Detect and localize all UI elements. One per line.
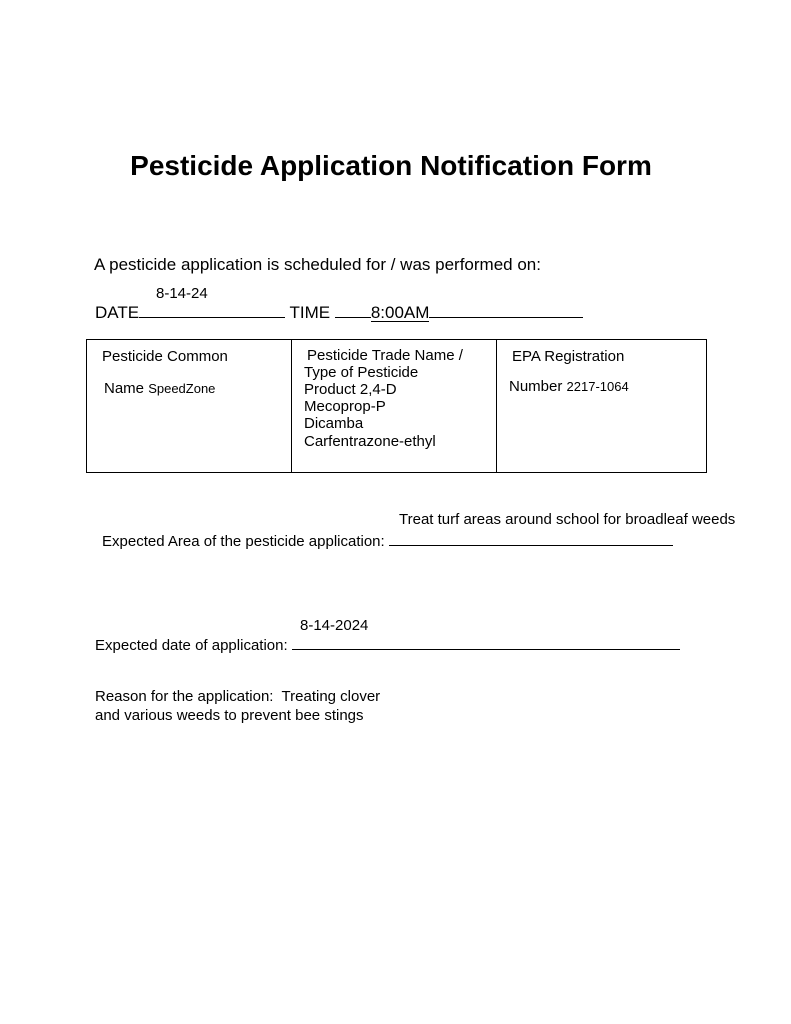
page-title: Pesticide Application Notification Form xyxy=(130,150,652,181)
date-value[interactable]: 8-14-24 xyxy=(156,285,208,302)
intro-text: A pesticide application is scheduled for / was performed on: xyxy=(94,255,541,274)
area-field[interactable] xyxy=(389,530,673,546)
epa-label-2 xyxy=(509,378,629,395)
trade-value-4[interactable]: Carfentrazone-ethyl xyxy=(304,433,436,450)
common-name-label-2 xyxy=(104,380,215,397)
area-value[interactable]: Treat turf areas around school for broadleaf weeds xyxy=(399,511,736,528)
trade-value-1[interactable]: 2,4-D xyxy=(359,381,397,398)
time-label: TIME xyxy=(289,303,331,322)
trade-name-product-word: Product xyxy=(304,381,356,398)
date-time-line xyxy=(95,302,583,323)
epa-cell[interactable] xyxy=(497,340,707,473)
trade-value-2[interactable]: Mecoprop-P xyxy=(304,398,386,415)
common-name-label-1: Pesticide Common xyxy=(102,348,228,365)
date-field[interactable] xyxy=(139,302,285,318)
trade-name-label-1: Pesticide Trade Name / xyxy=(307,347,463,364)
common-name-cell[interactable] xyxy=(87,340,292,473)
expected-date-value[interactable]: 8-14-2024 xyxy=(300,617,369,634)
common-name-label-word: Name xyxy=(104,380,145,397)
pesticide-table xyxy=(86,339,707,473)
expected-date-field[interactable] xyxy=(292,634,680,650)
trade-value-3[interactable]: Dicamba xyxy=(304,415,364,432)
area-label: Expected Area of the pesticide application: xyxy=(102,533,385,550)
epa-number-word: Number xyxy=(509,378,563,395)
time-value[interactable]: 8:00AM xyxy=(370,303,430,322)
trade-name-label-3 xyxy=(304,381,397,398)
common-name-value[interactable]: SpeedZone xyxy=(148,381,216,396)
epa-label-1: EPA Registration xyxy=(512,348,625,365)
reason-block xyxy=(95,687,395,725)
time-field-lead xyxy=(335,302,371,318)
reason-value[interactable]: Treating clover and various weeds to prevent bee stings xyxy=(95,688,381,724)
trade-name-cell[interactable] xyxy=(292,340,497,473)
reason-label: Reason for the application: xyxy=(95,688,274,705)
expected-date-label: Expected date of application: xyxy=(95,637,288,654)
epa-value[interactable]: 2217-1064 xyxy=(566,379,629,394)
time-field[interactable] xyxy=(429,302,583,318)
trade-name-label-2: Type of Pesticide xyxy=(304,364,419,381)
area-line xyxy=(102,530,673,550)
date-label: DATE xyxy=(95,303,140,322)
expected-date-line xyxy=(95,634,680,654)
